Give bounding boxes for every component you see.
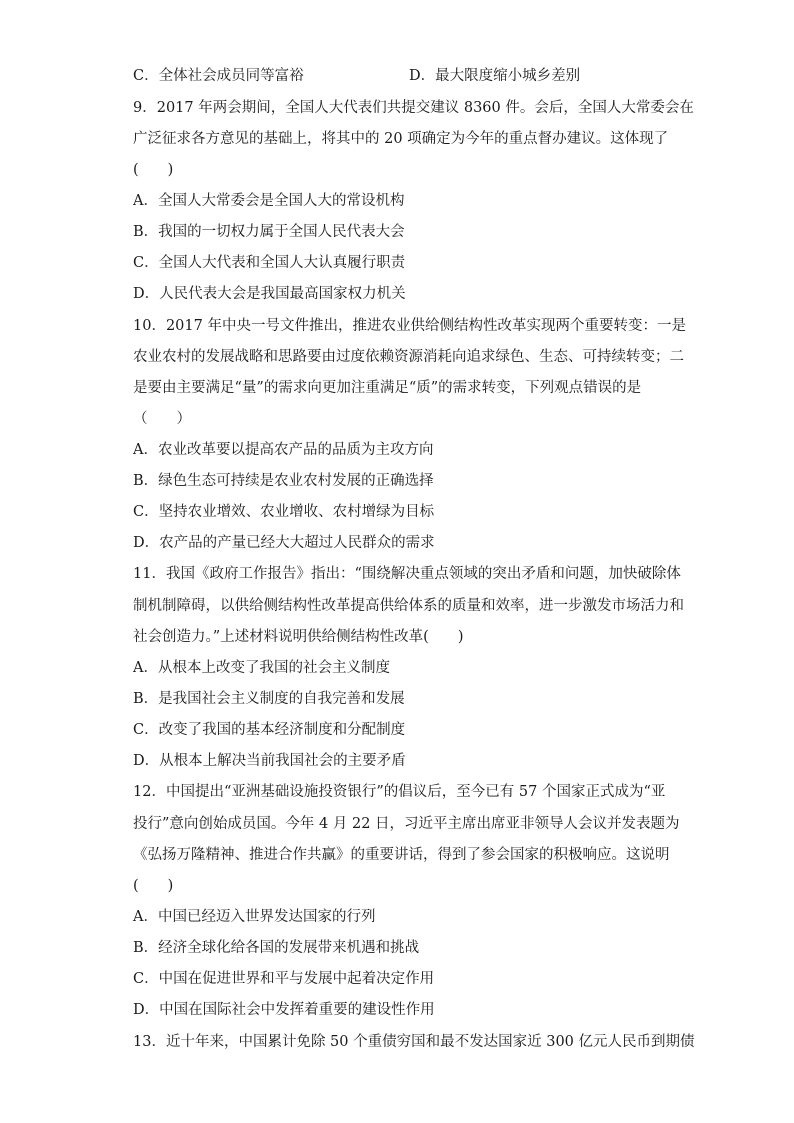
q13-stem-line-1: 13．近十年来，中国累计免除 50 个重债穷国和最不发达国家近 300 亿元人民币到期债 (133, 1034, 695, 1050)
q11-option-c: C．改变了我国的基本经济制度和分配制度 (133, 722, 406, 738)
q10-option-d: D．农产品的产量已经大大超过人民群众的需求 (133, 535, 435, 551)
q8-option-d: D．最大限度缩小城乡差别 (409, 68, 581, 84)
q9-stem-line-1: 9．2017 年两会期间，全国人大代表们共提交建议 8360 件。会后，全国人大常委会在 (133, 100, 694, 116)
q12-option-c: C．中国在促进世界和平与发展中起着决定作用 (133, 971, 435, 987)
q10-option-c: C．坚持农业增效、农业增收、农村增绿为目标 (133, 504, 435, 520)
q11-stem-line-1: 11．我国《政府工作报告》指出：“围绕解决重点领域的突出矛盾和问题，加快破除体 (133, 566, 681, 582)
q9-stem-line-2: 广泛征求各方意见的基础上，将其中的 20 项确定为今年的重点督办建议。这体现了 (133, 131, 669, 147)
q11-option-d: D．从根本上解决当前我国社会的主要矛盾 (133, 753, 406, 769)
q9-option-c: C．全国人大代表和全国人大认真履行职责 (133, 255, 406, 271)
q9-answer-blank: ( ) (133, 162, 174, 178)
q9-option-a: A．全国人大常委会是全国人大的常设机构 (133, 193, 405, 209)
q11-stem-line-2: 制机制障碍，以供给侧结构性改革提高供给体系的质量和效率，进一步激发市场活力和 (133, 598, 684, 614)
q10-stem-line-3: 是要由主要满足“量”的需求向更加注重满足“质”的需求转变，下列观点错误的是 (133, 380, 642, 396)
q12-stem-line-1: 12．中国提出“亚洲基础设施投资银行”的倡议后，至今已有 57 个国家正式成为“亚 (133, 784, 666, 800)
q9-option-b: B．我国的一切权力属于全国人民代表大会 (133, 224, 405, 240)
q10-stem-line-2: 农业农村的发展战略和思路要由过度依赖资源消耗向追求绿色、生态、可持续转变；二 (133, 349, 684, 365)
q12-answer-blank: ( ) (133, 878, 174, 894)
q10-stem-line-1: 10．2017 年中央一号文件推出，推进农业供给侧结构性改革实现两个重要转变：一是 (133, 318, 686, 334)
q9-option-d: D．人民代表大会是我国最高国家权力机关 (133, 286, 406, 302)
q11-option-b: B．是我国社会主义制度的自我完善和发展 (133, 691, 405, 707)
q11-stem-line-3: 社会创造力。”上述材料说明供给侧结构性改革( ) (133, 629, 464, 645)
q12-option-d: D．中国在国际社会中发挥着重要的建设性作用 (133, 1002, 435, 1018)
q12-option-a: A．中国已经迈入世界发达国家的行列 (133, 909, 376, 925)
q10-option-b: B．绿色生态可持续是农业农村发展的正确选择 (133, 473, 434, 489)
q8-option-c: C．全体社会成员同等富裕 (133, 68, 304, 84)
q10-answer-blank: （ ） (133, 411, 191, 427)
q11-option-a: A．从根本上改变了我国的社会主义制度 (133, 660, 390, 676)
q12-option-b: B．经济全球化给各国的发展带来机遇和挑战 (133, 940, 420, 956)
q12-stem-line-3: 《弘扬万隆精神、推进合作共赢》的重要讲话，得到了参会国家的积极响应。这说明 (133, 847, 670, 863)
q12-stem-line-2: 投行”意向创始成员国。今年 4 月 22 日，习近平主席出席亚非领导人会议并发表题为 (133, 816, 680, 832)
q10-option-a: A．农业改革要以提高农产品的品质为主攻方向 (133, 442, 434, 458)
